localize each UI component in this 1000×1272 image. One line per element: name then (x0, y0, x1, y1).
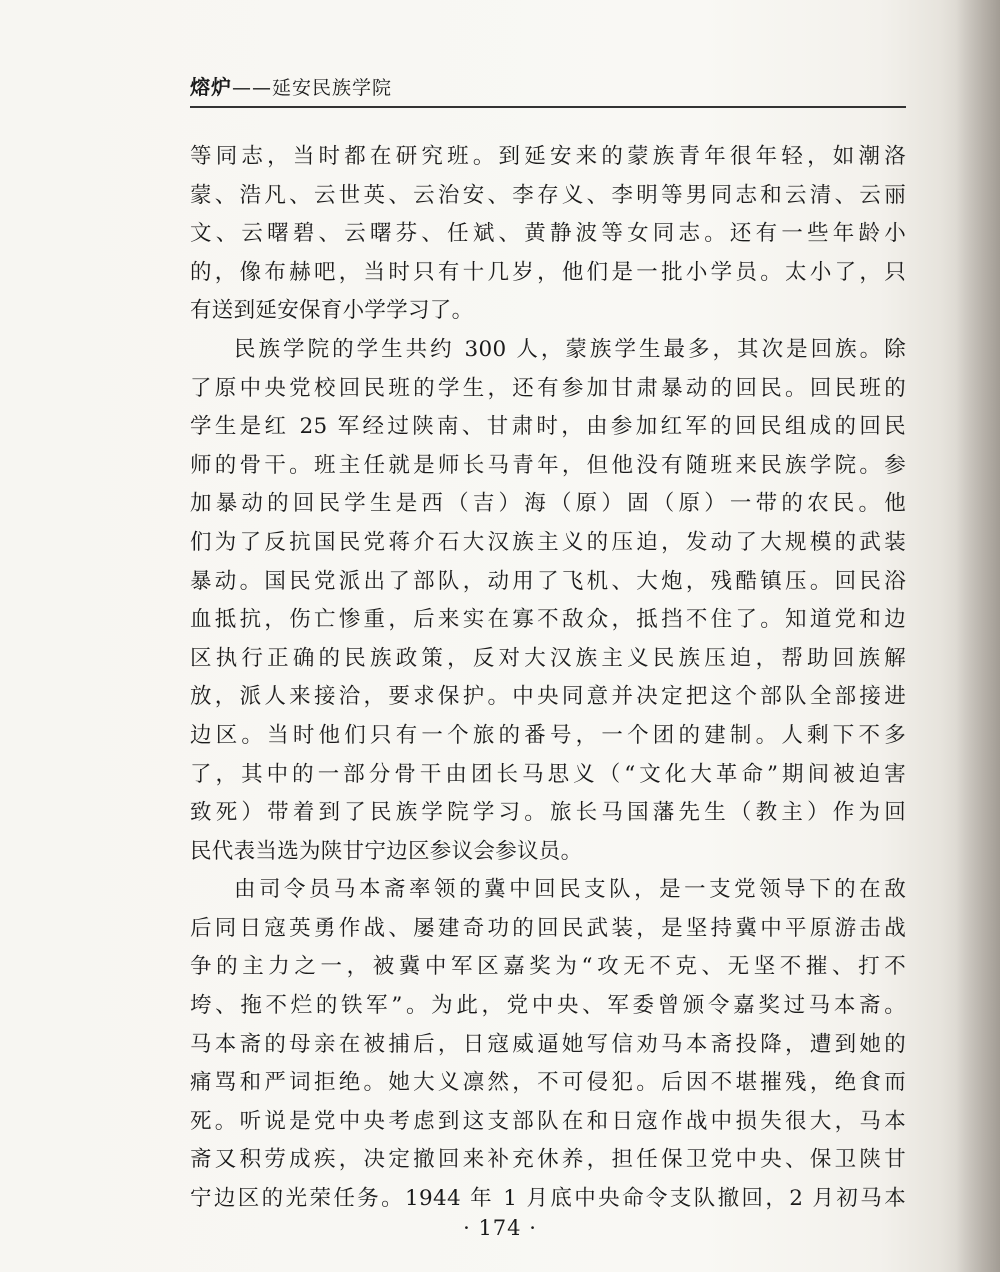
header-rule (190, 106, 906, 108)
header-title-rest: ——延安民族学院 (232, 77, 393, 99)
text-line: 致死）带着到了民族学院学习。旅长马国藩先生（教主）作为回 (190, 800, 906, 826)
text-line: 的，像布赫吧，当时只有十几岁，他们是一批小学员。太小了，只 (190, 259, 906, 285)
text-line: 痛骂和严词拒绝。她大义凛然，不可侵犯。后因不堪摧残，绝食而 (190, 1070, 906, 1096)
text-line: 暴动。国民党派出了部队，动用了飞机、大炮，残酷镇压。回民浴 (190, 568, 906, 594)
running-header (190, 72, 906, 106)
text-line: 斋又积劳成疾，决定撤回来补充休养，担任保卫党中央、保卫陕甘 (190, 1147, 906, 1173)
text-line: 争的主力之一，被冀中军区嘉奖为“攻无不克、无坚不摧、打不 (190, 954, 906, 980)
book-spine-shadow (956, 0, 1000, 1272)
header-title-bold: 熔炉 (190, 75, 232, 99)
text-line: 边区。当时他们只有一个旅的番号，一个团的建制。人剩下不多 (190, 722, 906, 748)
text-line: 垮、拖不烂的铁军”。为此，党中央、军委曾颁令嘉奖过马本斋。 (190, 993, 906, 1019)
body-text (190, 138, 906, 1219)
text-line: 蒙、浩凡、云世英、云治安、李存义、李明等男同志和云清、云丽 (190, 182, 906, 208)
text-line: 有送到延安保育小学学习了。 (190, 298, 474, 324)
text-line: 宁边区的光荣任务。1944 年 1 月底中央命令支队撤回，2 月初马本 (190, 1186, 906, 1212)
page-number: · 174 · (463, 1216, 537, 1240)
text-line: 加暴动的回民学生是西（吉）海（原）固（原）一带的农民。他 (190, 491, 906, 517)
text-line: 等同志，当时都在研究班。到延安来的蒙族青年很年轻，如潮洛 (190, 144, 906, 169)
text-line: 民代表当选为陕甘宁边区参议会参议员。 (190, 838, 583, 864)
text-line: 们为了反抗国民党蒋介石大汉族主义的压迫，发动了大规模的武装 (190, 529, 906, 555)
text-line: 死。听说是党中央考虑到这支部队在和日寇作战中损失很大，马本 (190, 1108, 906, 1134)
text-line: 民族学院的学生共约 300 人，蒙族学生最多，其次是回族。除 (234, 336, 906, 362)
text-line: 文、云曙碧、云曙芬、任斌、黄静波等女同志。还有一些年龄小 (190, 221, 906, 247)
text-line: 放，派人来接洽，要求保护。中央同意并决定把这个部队全部接进 (190, 684, 906, 710)
text-line: 了，其中的一部分骨干由团长马思义（“文化大革命”期间被迫害 (190, 761, 906, 787)
text-line: 后同日寇英勇作战、屡建奇功的回民武装，是坚持冀中平原游击战 (190, 915, 906, 941)
text-line: 了原中央党校回民班的学生，还有参加甘肃暴动的回民。回民班的 (190, 375, 906, 401)
text-line: 学生是红 25 军经过陕南、甘肃时，由参加红军的回民组成的回民 (190, 414, 906, 440)
text-line: 血抵抗，伤亡惨重，后来实在寡不敌众，抵挡不住了。知道党和边 (190, 607, 906, 633)
text-line: 马本斋的母亲在被捕后，日寇威逼她写信劝马本斋投降，遭到她的 (190, 1031, 906, 1057)
text-line: 区执行正确的民族政策，反对大汉族主义民族压迫，帮助回族解 (190, 645, 906, 671)
text-line: 师的骨干。班主任就是师长马青年，但他没有随班来民族学院。参 (190, 452, 906, 478)
text-line: 由司令员马本斋率领的冀中回民支队，是一支党领导下的在敌 (234, 877, 906, 903)
